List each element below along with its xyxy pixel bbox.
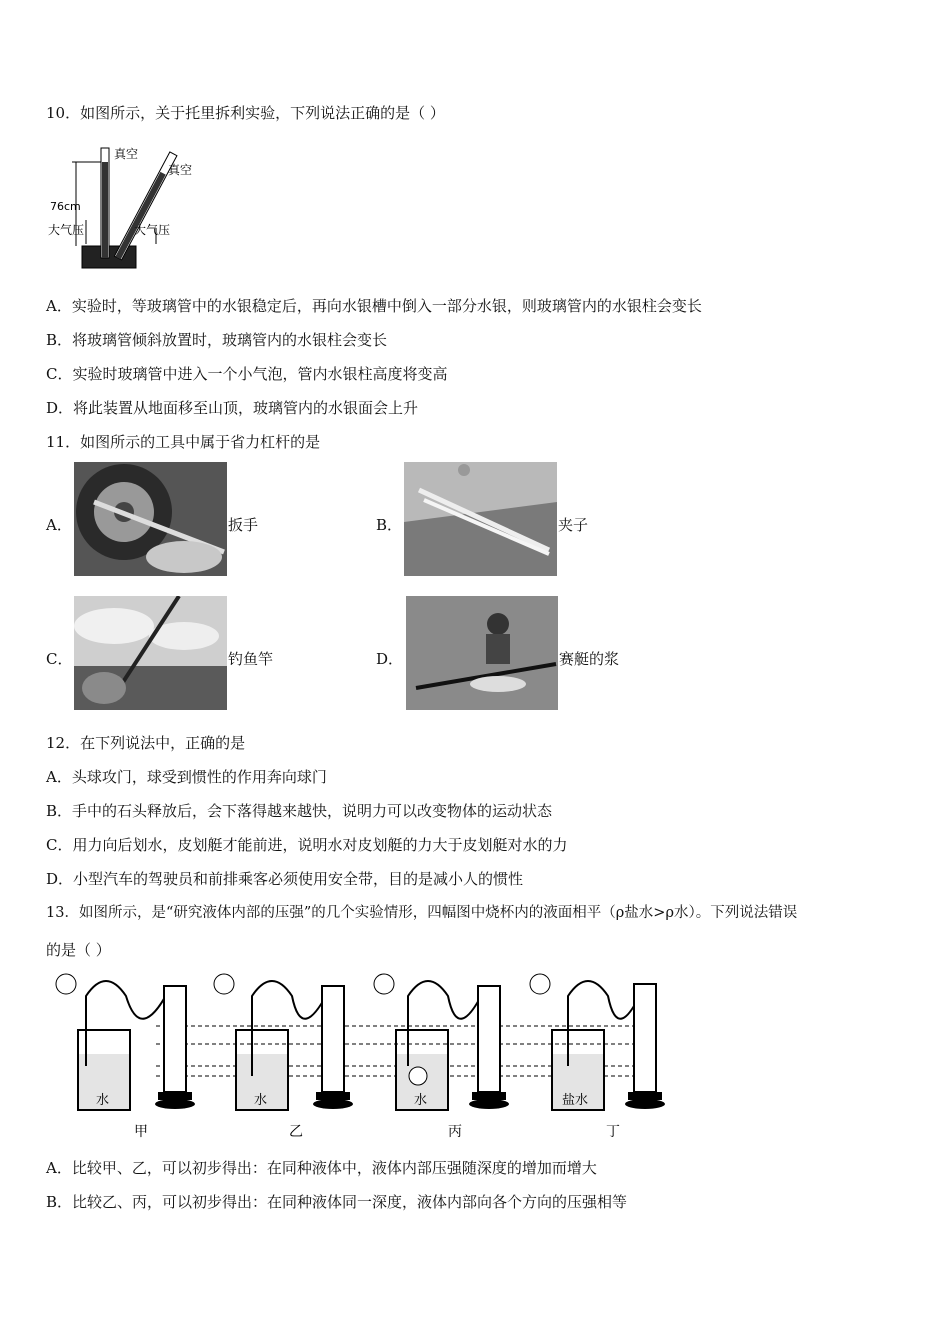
torricelli-figure xyxy=(46,140,206,272)
beaker-label-ding: 盐水 xyxy=(562,1093,589,1108)
q10-option-d: D．将此装置从地面移至山顶，玻璃管内的水银面会上升 xyxy=(46,399,419,417)
q11-option-d-caption: 赛艇的浆 xyxy=(559,650,620,668)
caption-jia: 甲 xyxy=(134,1124,148,1140)
beaker-label-jia: 水 xyxy=(96,1093,110,1108)
q11-option-a-caption: 扳手 xyxy=(228,516,259,534)
setup-yi xyxy=(214,974,353,1110)
beaker-label-bing: 水 xyxy=(414,1093,428,1108)
q12-stem: 12．在下列说法中，正确的是 xyxy=(46,734,246,752)
wrench-photo xyxy=(74,462,227,576)
q13-option-a: A．比较甲、乙，可以初步得出：在同种液体中，液体内部压强随深度的增加而增大 xyxy=(46,1159,597,1177)
caption-bing: 丙 xyxy=(448,1124,462,1140)
q11-option-a-letter: A． xyxy=(46,516,72,534)
tongs-photo xyxy=(404,462,557,576)
q10-option-b: B．将玻璃管倾斜放置时，玻璃管内的水银柱会变长 xyxy=(46,331,388,349)
label-76cm: 76cm xyxy=(50,200,81,213)
q11-option-d-letter: D． xyxy=(376,650,404,668)
q12-option-d: D．小型汽车的驾驶员和前排乘客必须使用安全带，目的是减小人的惯性 xyxy=(46,870,524,888)
q11-option-b-caption: 夹子 xyxy=(558,516,589,534)
label-vacuum-2: 真空 xyxy=(168,163,193,177)
fishing-rod-photo xyxy=(74,596,227,710)
q10-option-c: C．实验时玻璃管中进入一个小气泡，管内水银柱高度将变高 xyxy=(46,365,448,383)
q11-option-c-caption: 钓鱼竿 xyxy=(228,650,274,668)
kayak-paddle-photo xyxy=(406,596,558,710)
label-atm-1: 大气压 xyxy=(48,223,85,237)
q12-option-b: B．手中的石头释放后，会下落得越来越快，说明力可以改变物体的运动状态 xyxy=(46,802,553,820)
q13-stem-line1: 13．如图所示，是“研究液体内部的压强”的几个实验情形，四幅图中烧杯内的液面相平（ρ盐水>ρ水）。下列说法错误 xyxy=(46,905,798,921)
setup-jia xyxy=(56,974,195,1110)
caption-yi: 乙 xyxy=(289,1124,303,1140)
q12-option-c: C．用力向后划水，皮划艇才能前进，说明水对皮划艇的力大于皮划艇对水的力 xyxy=(46,836,568,854)
setup-bing xyxy=(374,974,509,1110)
q10-stem: 10．如图所示，关于托里拆利实验，下列说法正确的是（ ） xyxy=(46,104,445,122)
label-atm-2: 大气压 xyxy=(134,223,171,237)
q10-option-a: A．实验时，等玻璃管中的水银稳定后，再向水银槽中倒入一部分水银，则玻璃管内的水银柱会变长 xyxy=(46,297,702,315)
label-vacuum-1: 真空 xyxy=(114,147,139,161)
pressure-experiment-figure xyxy=(46,966,666,1142)
q11-stem: 11．如图所示的工具中属于省力杠杆的是 xyxy=(46,433,321,451)
q11-option-c-letter: C． xyxy=(46,650,73,668)
setup-ding xyxy=(530,974,665,1110)
q13-option-b: B．比较乙、丙，可以初步得出：在同种液体同一深度，液体内部向各个方向的压强相等 xyxy=(46,1193,628,1211)
q13-stem-line2: 的是（ ） xyxy=(46,941,111,959)
caption-ding: 丁 xyxy=(606,1124,620,1140)
q11-option-b-letter: B． xyxy=(376,516,403,534)
beaker-label-yi: 水 xyxy=(254,1093,268,1108)
q12-option-a: A．头球攻门，球受到惯性的作用奔向球门 xyxy=(46,768,327,786)
